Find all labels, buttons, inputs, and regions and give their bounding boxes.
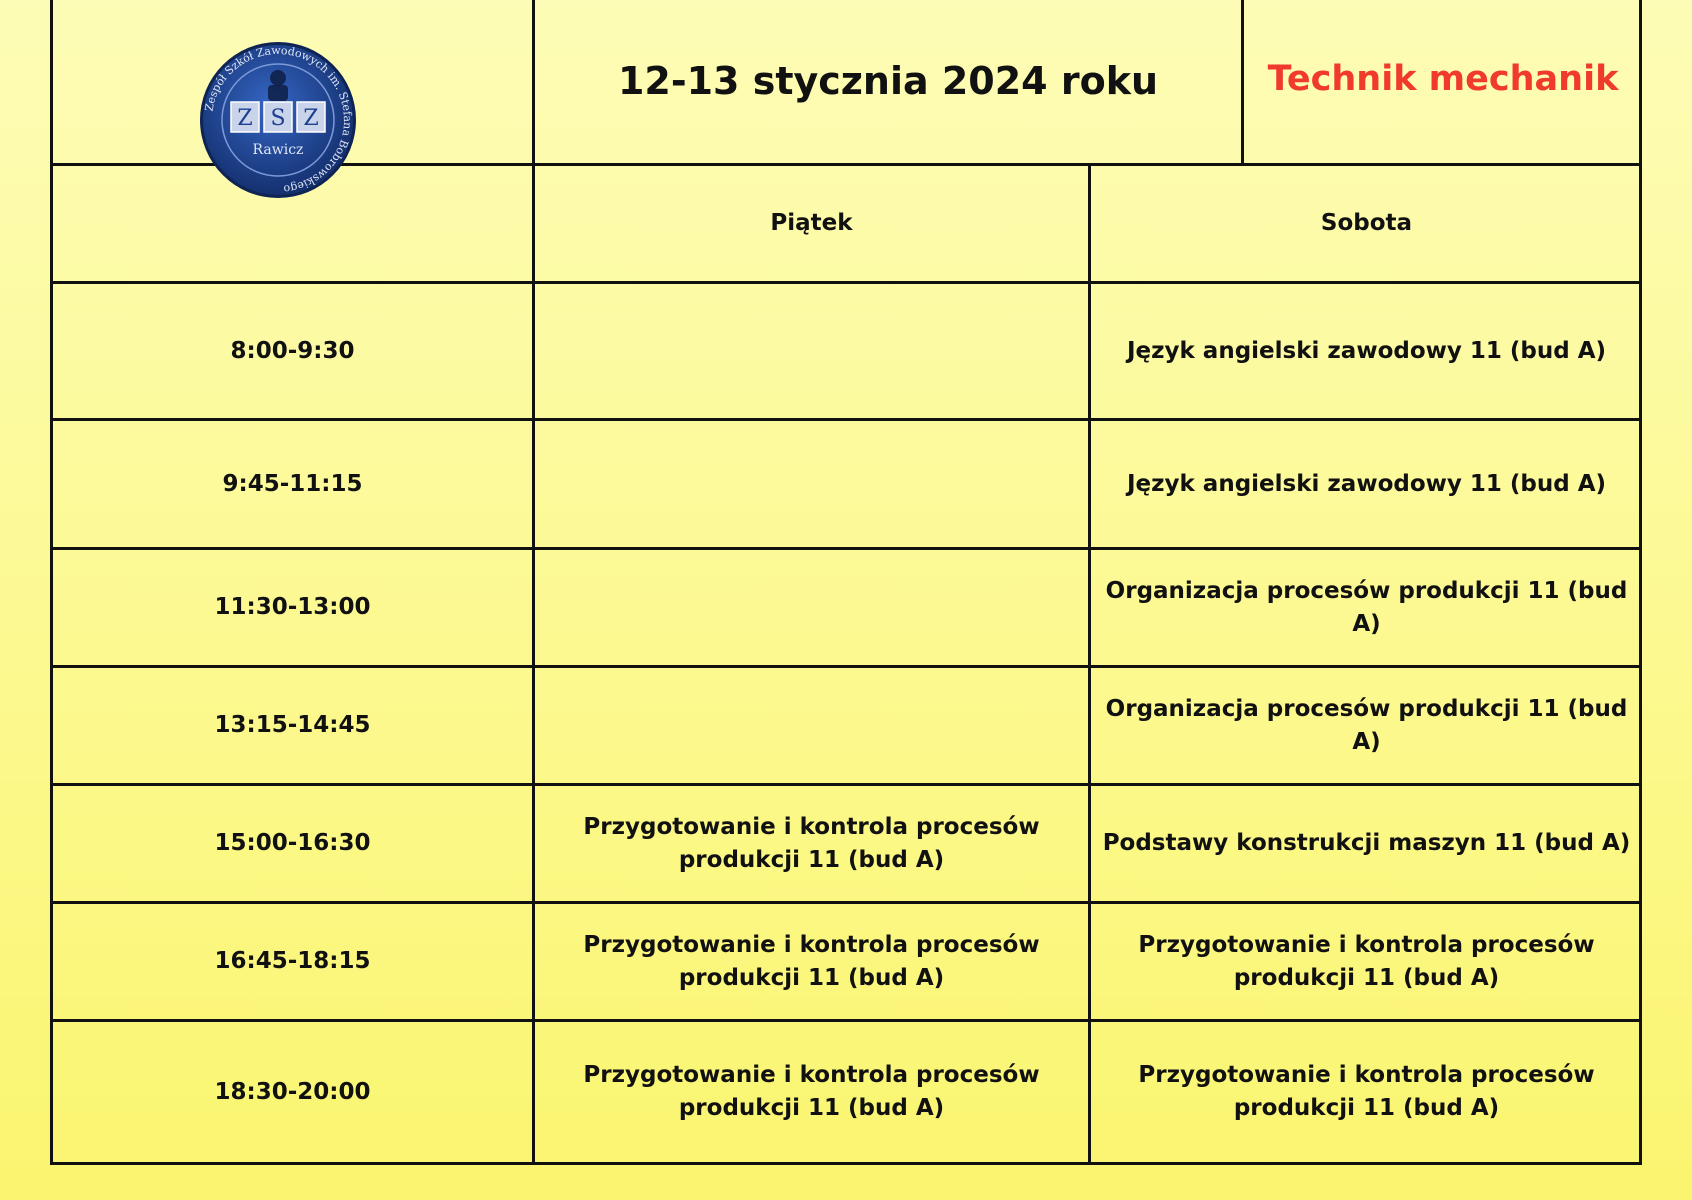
friday-class: Przygotowanie i kontrola procesów produkcji 11 (bud A) <box>583 813 1040 873</box>
time-slot: 16:45-18:15 <box>214 948 371 974</box>
friday-class: Przygotowanie i kontrola procesów produkcji 11 (bud A) <box>583 1062 1040 1121</box>
day-header-saturday: Sobota <box>1320 210 1413 236</box>
time-slot: 13:15-14:45 <box>214 712 371 738</box>
school-logo <box>198 40 358 200</box>
time-slot: 11:30-13:00 <box>214 594 371 620</box>
friday-class: Przygotowanie i kontrola procesów produkcji 11 (bud A) <box>583 931 1040 991</box>
logo-letter: Z <box>237 106 253 131</box>
saturday-class: Język angielski zawodowy 11 (bud A) <box>1126 470 1607 497</box>
saturday-class: Podstawy konstrukcji maszyn 11 (bud A) <box>1102 830 1631 856</box>
logo-letter-tiles <box>231 102 325 132</box>
friday-class <box>535 421 1088 547</box>
logo-ring-text: Zespół Szkół Zawodowych im. Stefana Bobrowskiego <box>202 43 355 196</box>
friday-class <box>535 550 1088 665</box>
time-slot: 8:00-9:30 <box>230 337 355 364</box>
logo-portrait <box>268 70 288 101</box>
friday-class <box>535 284 1088 418</box>
saturday-class: Język angielski zawodowy 11 (bud A) <box>1126 337 1607 364</box>
time-slot: 15:00-16:30 <box>214 830 371 856</box>
saturday-class: Przygotowanie i kontrola procesów produkcji 11 (bud A) <box>1138 931 1595 991</box>
saturday-class: Przygotowanie i kontrola procesów produkcji 11 (bud A) <box>1138 1062 1595 1121</box>
friday-class <box>535 668 1088 783</box>
saturday-class: Organizacja procesów produkcji 11 (bud A) <box>1105 695 1628 755</box>
logo-city: Rawicz <box>252 142 304 158</box>
schedule-title: 12-13 stycznia 2024 roku <box>617 59 1159 103</box>
logo-letter: S <box>270 106 286 131</box>
logo-letter: Z <box>303 106 319 131</box>
program-name: Technik mechanik <box>1267 59 1619 99</box>
time-slot: 9:45-11:15 <box>222 470 363 497</box>
time-slot: 18:30-20:00 <box>214 1078 371 1105</box>
day-header-friday: Piątek <box>770 210 853 236</box>
saturday-class: Organizacja procesów produkcji 11 (bud A) <box>1105 577 1628 637</box>
